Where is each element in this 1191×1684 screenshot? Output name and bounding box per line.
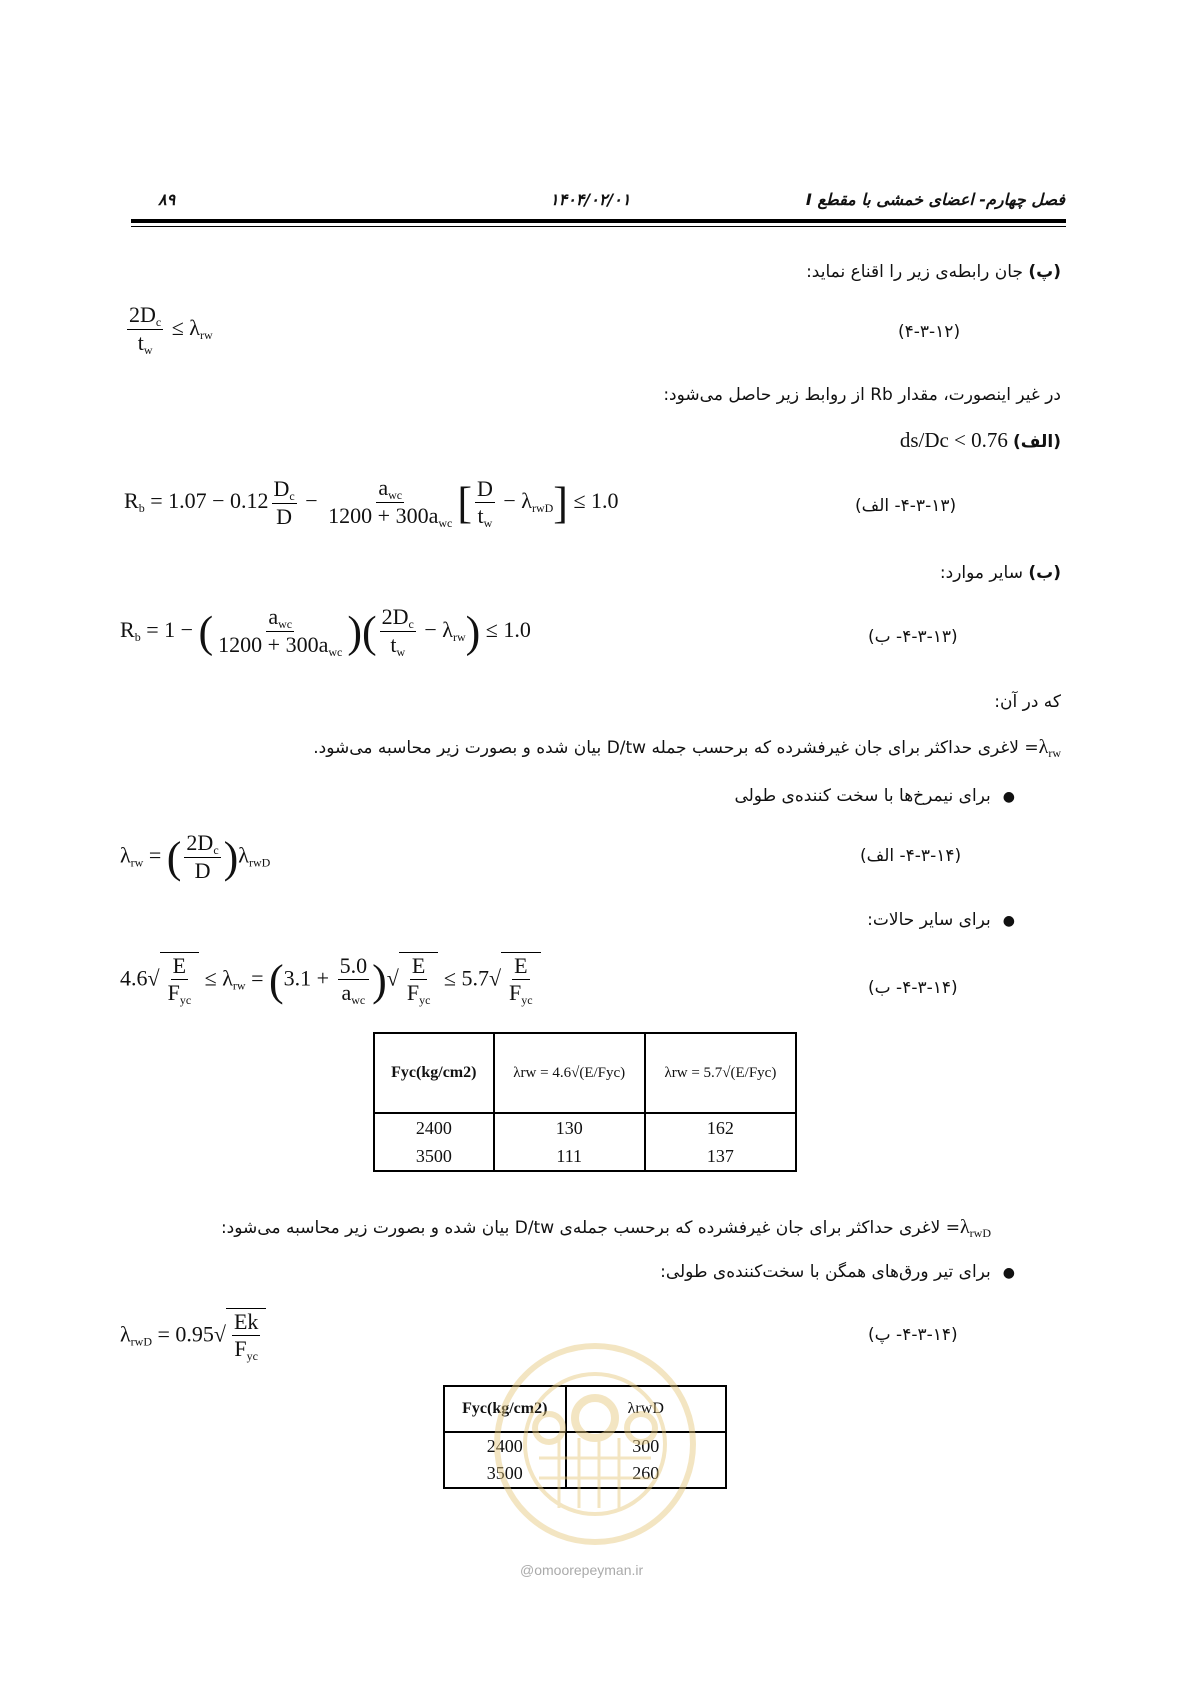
- formula-14b: 4.6√ $\frac{E}{F_{yc}}$ ≤ $\lambda_{rw} = (3.1$ + $\frac{5.0}{a_{wc}}$ )√ $\frac{E}{F_{yc}}$ ≤ 5.7√ $\frac{E}{F_{yc}}$: [120, 952, 541, 1008]
- eq-number-13a: (۴-۳-۱۳- الف): [855, 496, 957, 516]
- clause-p-text: جان رابطه‌ی زیر را اقناع نماید:: [806, 262, 1023, 282]
- table-cell: 3500: [444, 1460, 566, 1488]
- eq-number-12: (۴-۳-۱۲): [898, 322, 961, 342]
- header-rule-thin: [131, 226, 1066, 227]
- table-header-fyc: Fyc(kg/cm2): [444, 1386, 566, 1432]
- table-row: [374, 1142, 796, 1171]
- table-header-lambda-rwd: λrwD: [566, 1386, 726, 1432]
- header-rule-thick: [131, 219, 1066, 223]
- clause-p: [806, 262, 1061, 282]
- table-cell: 111: [494, 1142, 645, 1171]
- clause-alef-label: (الف): [1013, 432, 1061, 452]
- table-cell: 300: [566, 1432, 726, 1460]
- clause-b: [940, 563, 1061, 583]
- eq-number-14a: (۴-۳-۱۴- الف): [860, 846, 962, 866]
- lambda-rwd-definition: $\lambda_{rwD}=$ لاغری حداکثر برای جان غیرفشرده که برحسب جمله‌ی D/tw بیان شده و بصورت زیر محاسبه می‌شود:: [220, 1216, 991, 1240]
- table-header-lambda-57: λrw = 5.7√(E/Fyc): [645, 1033, 796, 1113]
- bullet-item-3-text: برای تیر ورق‌های همگن با سخت‌کننده‌ی طولی:: [660, 1262, 991, 1282]
- table-cell: 2400: [374, 1113, 494, 1142]
- bullet-icon: ●: [1002, 913, 1015, 929]
- clause-alef: [900, 428, 1061, 453]
- lambda-rw-definition-text: = لاغری حداکثر برای جان غیرفشرده که برحسب جمله D/tw بیان شده و بصورت زیر محاسبه می‌شود.: [313, 738, 1039, 758]
- table-cell: 260: [566, 1460, 726, 1488]
- header-date: ۱۴۰۴/۰۲/۰۱: [550, 190, 631, 209]
- table-cell: 2400: [444, 1432, 566, 1460]
- watermark-logo: [489, 1338, 701, 1550]
- bullet-item-1-text: برای نیمرخ‌ها با سخت کننده‌ی طولی: [734, 786, 991, 806]
- table-header-fyc: Fyc(kg/cm2): [374, 1033, 494, 1113]
- bullet-item-2-text: برای سایر حالات:: [867, 910, 991, 930]
- formula-13a: $R_b = 1.07 - 0.12$ $\frac{D_c}{D}$ − $\frac{a_{wc}}{1200 + 300a_{wc}}$ [ $\frac{D}{t_w}$ − $\lambda_{rwD}] \le 1.0$: [124, 475, 619, 531]
- page-number: ۸۹: [158, 190, 176, 209]
- eq-number-14p: (۴-۳-۱۴- پ): [868, 1325, 958, 1345]
- lambda-rwd-definition-text: = لاغری حداکثر برای جان غیرفشرده که برحسب جمله‌ی D/tw بیان شده و بصورت زیر محاسبه می‌شود:: [220, 1218, 960, 1238]
- clause-b-label: (ب): [1028, 563, 1061, 583]
- table-cell: 130: [494, 1113, 645, 1142]
- watermark-url: @omoorepeyman.ir: [520, 1562, 644, 1578]
- table-header-row: [374, 1033, 796, 1113]
- formula-13b: $R_b = 1$ − ( $\frac{a_{wc}}{1200 + 300a_{wc}}$ )( $\frac{2D_c}{t_w}$ − $\lambda_{rw}) \le 1.0$: [120, 604, 531, 660]
- lambda-rw-definition: $\lambda_{rw}=$ لاغری حداکثر برای جان غیرفشرده که برحسب جمله D/tw بیان شده و بصورت زیر محاسبه می‌شود.: [313, 736, 1061, 760]
- clause-alef-condition: ds/Dc < 0.76: [899, 428, 1008, 452]
- bullet-item-3: [660, 1262, 1015, 1282]
- bullet-item-1: [734, 786, 1015, 806]
- formula-14p: $\lambda_{rwD} = 0.95√$ $\frac{Ek}{F_{yc}}$: [120, 1308, 266, 1364]
- chapter-title: فصل چهارم- اعضای خمشی با مقطع I: [805, 190, 1065, 209]
- else-text: در غیر اینصورت، مقدار Rb از روابط زیر حاصل می‌شود:: [663, 385, 1061, 405]
- table-row: [374, 1113, 796, 1142]
- where-text: که در آن:: [994, 692, 1061, 712]
- table-header-lambda-46: λrw = 4.6√(E/Fyc): [494, 1033, 645, 1113]
- clause-b-text: سایر موارد:: [939, 563, 1023, 583]
- formula-12: $\frac{2D_c}{t_w}$ ≤ $\lambda_{rw}$: [129, 302, 213, 358]
- bullet-icon: ●: [1002, 1265, 1015, 1281]
- bullet-icon: ●: [1002, 789, 1015, 805]
- eq-number-14b: (۴-۳-۱۴- ب): [868, 978, 958, 998]
- table-cell: 162: [645, 1113, 796, 1142]
- eq-number-13b: (۴-۳-۱۳- ب): [868, 627, 958, 647]
- table-cell: 137: [645, 1142, 796, 1171]
- formula-14a: $\lambda_{rw}$ = ( $\frac{2D_c}{D}$ )$\lambda_{rwD}$: [120, 830, 271, 884]
- table-cell: 3500: [374, 1142, 494, 1171]
- clause-p-label: (پ): [1028, 262, 1061, 282]
- bullet-item-2: [867, 910, 1015, 930]
- lambda-rw-table: [373, 1032, 797, 1172]
